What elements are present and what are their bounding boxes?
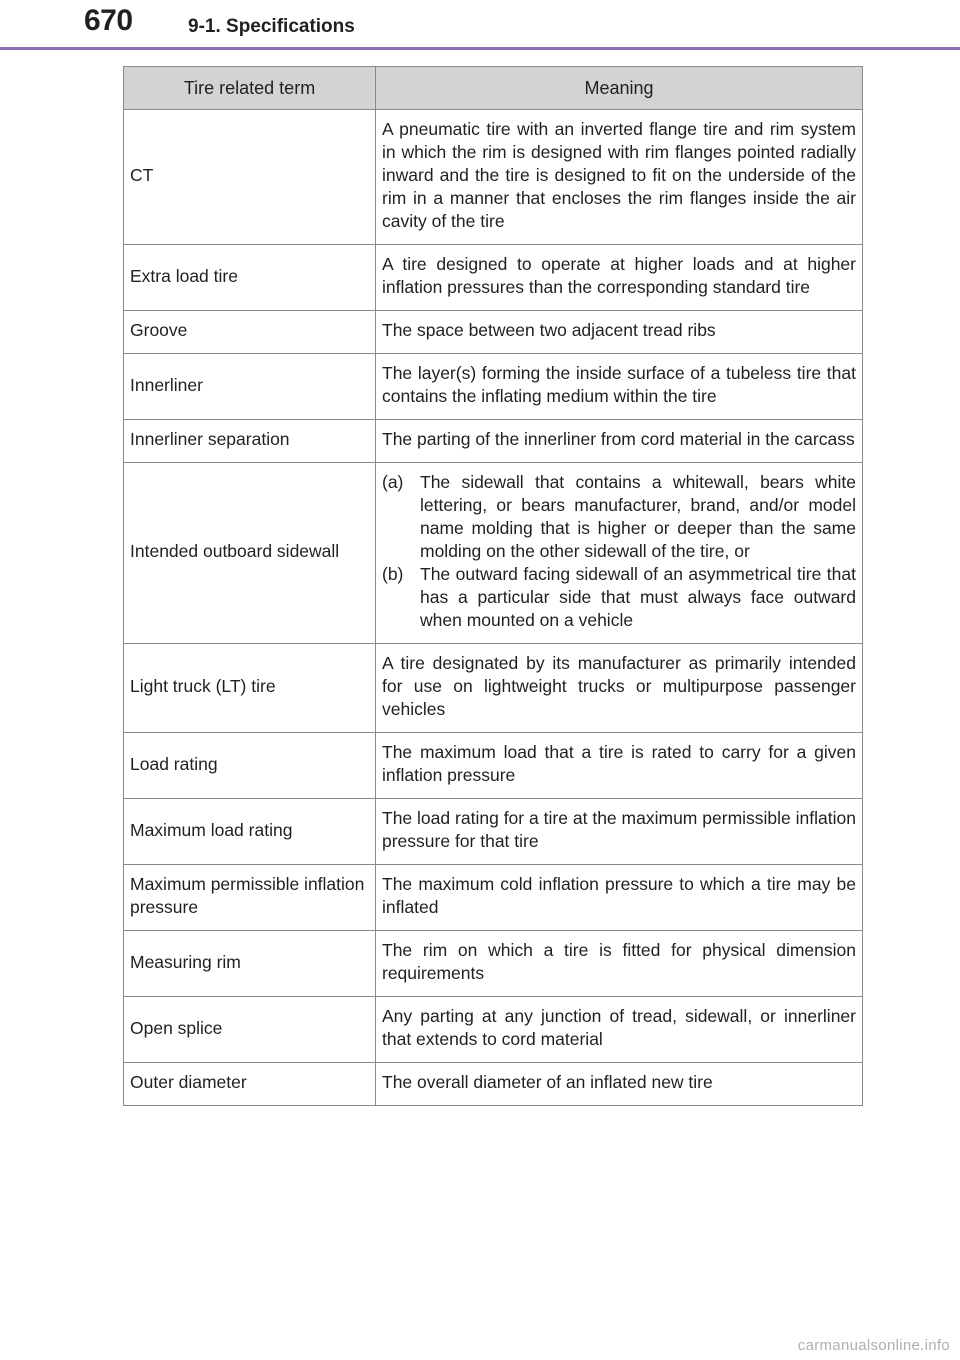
term-cell: Outer diameter xyxy=(124,1063,376,1106)
table-row xyxy=(124,997,863,1063)
watermark: carmanualsonline.info xyxy=(797,1337,950,1354)
term-cell: Open splice xyxy=(124,997,376,1063)
column-header-term: Tire related term xyxy=(124,67,376,110)
meaning-cell: The load rating for a tire at the maximum permissible inflation pressure for that tire xyxy=(376,799,863,865)
table-row xyxy=(124,110,863,245)
meaning-cell: The space between two adjacent tread ribs xyxy=(376,311,863,354)
term-cell: Measuring rim xyxy=(124,931,376,997)
table-row xyxy=(124,311,863,354)
meaning-cell-list xyxy=(376,463,863,644)
meaning-cell: A pneumatic tire with an inverted flange tire and rim system in which the rim is designed with rim flanges pointed radially inward and the tire is designed to fit on the underside of the rim in a manner that encloses the rim flanges inside the air cavity of the tire xyxy=(376,110,863,245)
list-item xyxy=(382,471,856,563)
column-header-meaning: Meaning xyxy=(376,67,863,110)
table-row xyxy=(124,644,863,733)
table-row xyxy=(124,865,863,931)
list-item-label: (b) xyxy=(382,564,404,584)
page-number: 670 xyxy=(84,4,133,37)
section-title: 9-1. Specifications xyxy=(188,16,355,37)
list-item-label: (a) xyxy=(382,472,404,492)
list-item xyxy=(382,563,856,632)
table-row xyxy=(124,931,863,997)
meaning-cell: The maximum load that a tire is rated to carry for a given inflation pressure xyxy=(376,733,863,799)
list-item-text: The outward facing sidewall of an asymmetrical tire that has a particular side that must always face outward when mounted on a vehicle xyxy=(420,564,856,630)
table-row xyxy=(124,420,863,463)
term-cell: Maximum load rating xyxy=(124,799,376,865)
meaning-cell: The maximum cold inflation pressure to which a tire may be inflated xyxy=(376,865,863,931)
table-row xyxy=(124,245,863,311)
meaning-cell: The parting of the innerliner from cord material in the carcass xyxy=(376,420,863,463)
tire-terms-table xyxy=(123,66,863,1106)
meaning-cell: The rim on which a tire is fitted for physical dimension requirements xyxy=(376,931,863,997)
term-cell: Innerliner xyxy=(124,354,376,420)
meaning-cell: A tire designated by its manufacturer as primarily intended for use on lightweight trucks or multipurpose passenger vehicles xyxy=(376,644,863,733)
term-cell: Intended outboard sidewall xyxy=(124,463,376,644)
table-row xyxy=(124,354,863,420)
meaning-cell: Any parting at any junction of tread, sidewall, or innerliner that extends to cord material xyxy=(376,997,863,1063)
term-cell: Light truck (LT) tire xyxy=(124,644,376,733)
term-cell: CT xyxy=(124,110,376,245)
list-item-text: The sidewall that contains a whitewall, bears white lettering, or bears manufacturer, brand, and/or model name molding that is higher or deeper than the same molding on the other sidewall of the tire, or xyxy=(420,472,856,561)
term-cell: Extra load tire xyxy=(124,245,376,311)
table-row xyxy=(124,1063,863,1106)
term-cell: Load rating xyxy=(124,733,376,799)
term-cell: Groove xyxy=(124,311,376,354)
meaning-cell: The overall diameter of an inflated new tire xyxy=(376,1063,863,1106)
table-row xyxy=(124,799,863,865)
table-row xyxy=(124,463,863,644)
meaning-cell: The layer(s) forming the inside surface of a tubeless tire that contains the inflating medium within the tire xyxy=(376,354,863,420)
term-cell: Innerliner separation xyxy=(124,420,376,463)
meaning-cell: A tire designed to operate at higher loads and at higher inflation pressures than the corresponding standard tire xyxy=(376,245,863,311)
header-divider xyxy=(0,47,960,50)
table-row xyxy=(124,733,863,799)
table-header-row xyxy=(124,67,863,110)
term-cell: Maximum permissible inflation pressure xyxy=(124,865,376,931)
